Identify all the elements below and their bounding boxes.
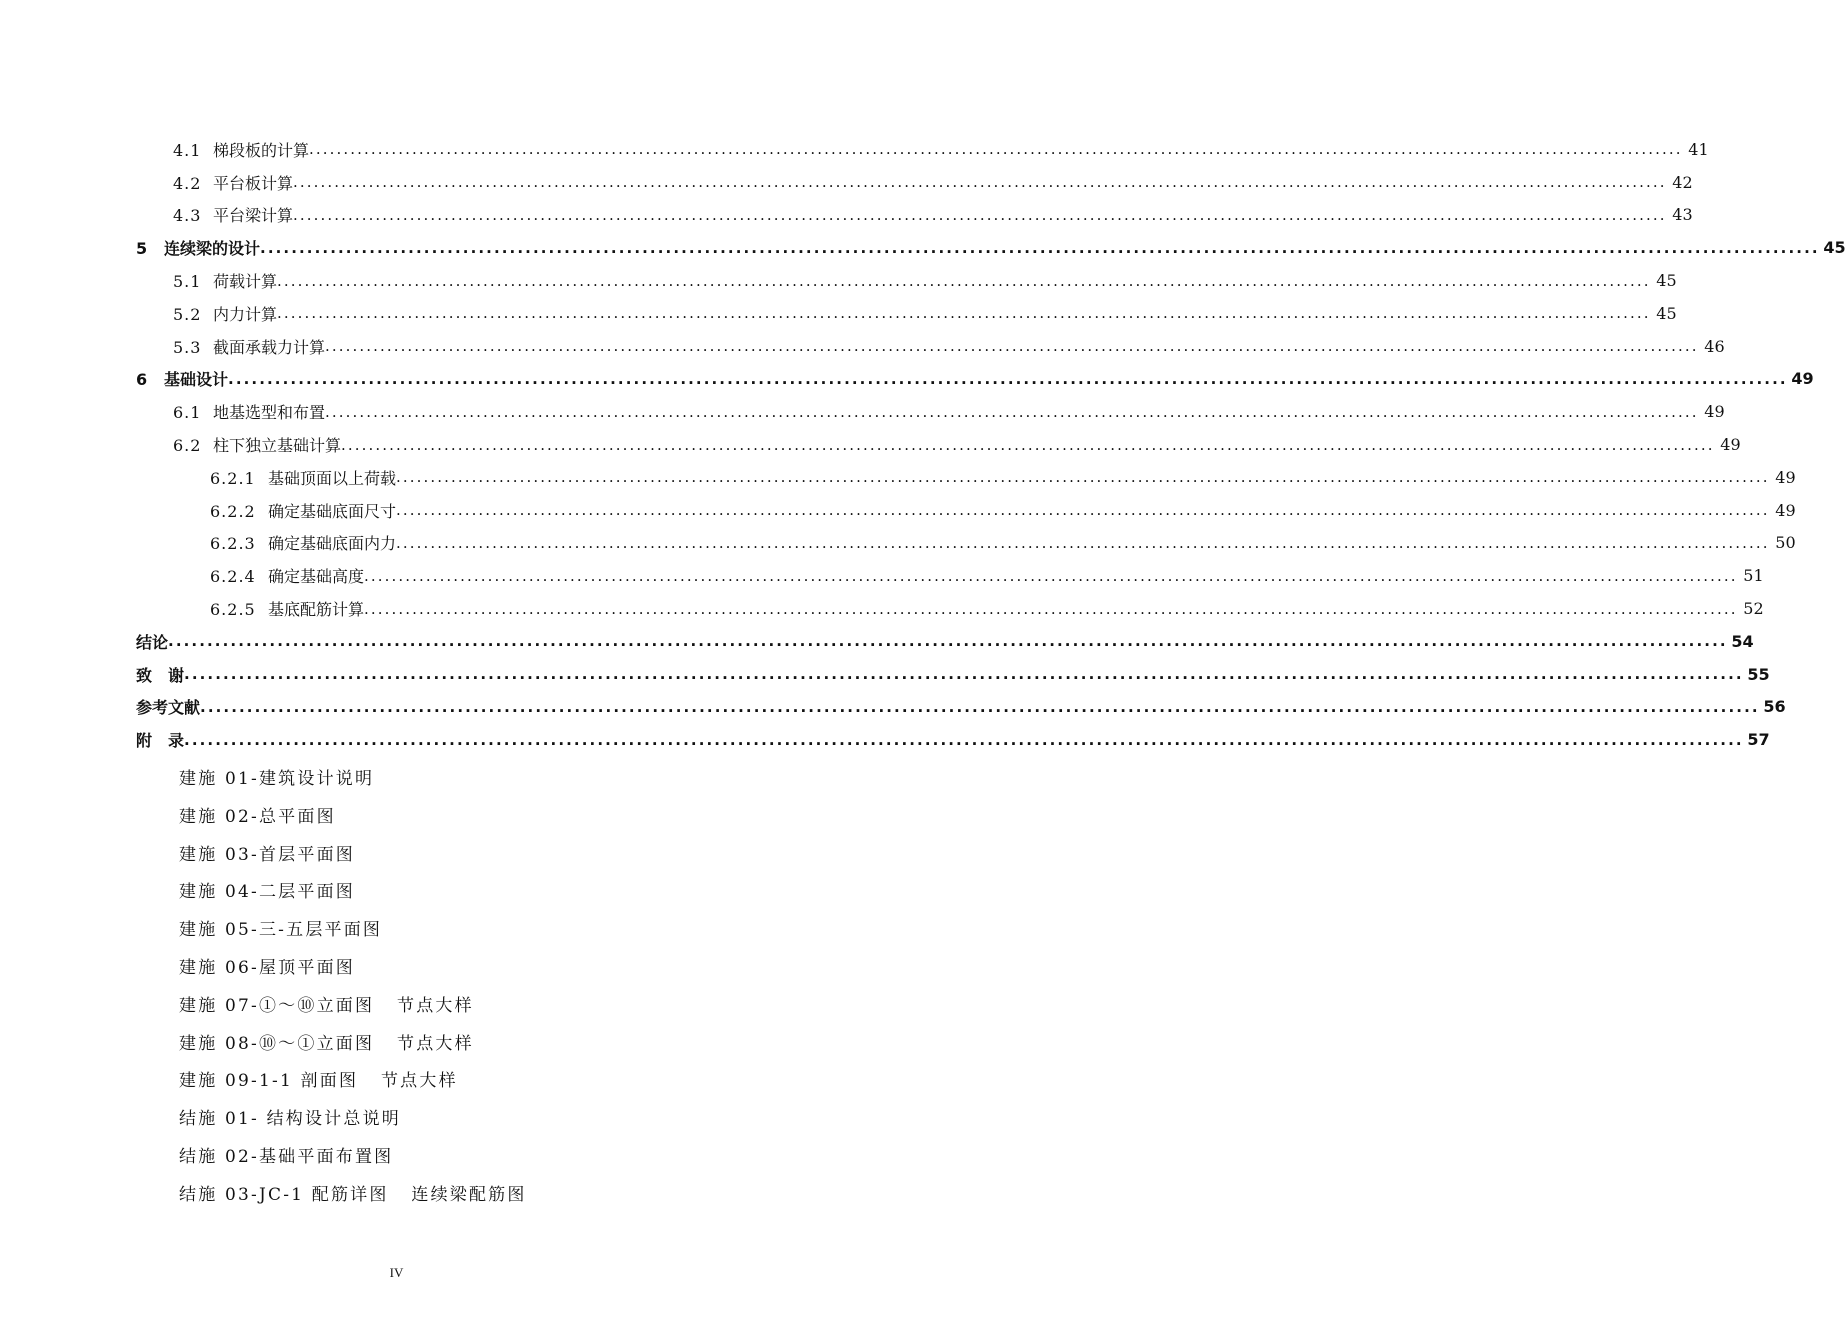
toc-entry-page: 45 bbox=[1823, 238, 1846, 258]
dot-leader: ........................................................................................................................................................................................................ bbox=[325, 337, 1699, 356]
toc-entry[interactable] bbox=[0, 527, 1796, 560]
toc-entry-title: 确定基础底面内力 bbox=[268, 534, 397, 554]
toc-entry[interactable] bbox=[0, 231, 1846, 264]
toc-entry[interactable] bbox=[0, 395, 1725, 428]
toc-entry-title: 平台梁计算 bbox=[213, 206, 294, 226]
toc-entry[interactable] bbox=[0, 461, 1796, 494]
toc-entry-title: 确定基础高度 bbox=[268, 567, 365, 587]
toc-entry-title: 柱下独立基础计算 bbox=[213, 436, 342, 456]
toc-entry-page: 51 bbox=[1743, 566, 1764, 586]
toc-entry-page: 45 bbox=[1656, 303, 1677, 323]
dot-leader: ........................................................................................................................................................................................................ bbox=[293, 205, 1667, 224]
toc-entry[interactable] bbox=[0, 625, 1754, 658]
toc-entry-page: 41 bbox=[1688, 139, 1709, 159]
toc-entry-page: 46 bbox=[1704, 336, 1725, 356]
toc-entry-label bbox=[173, 269, 277, 292]
toc-entry-number: 4.3 bbox=[173, 206, 202, 226]
toc-entry-number: 6.2.4 bbox=[210, 567, 256, 587]
toc-entry[interactable] bbox=[0, 199, 1693, 232]
toc-entry-label bbox=[210, 466, 396, 489]
toc-entry-title: 基础顶面以上荷载 bbox=[268, 468, 397, 488]
toc-entry-page: 54 bbox=[1731, 631, 1754, 651]
toc-entry-page: 43 bbox=[1672, 205, 1693, 225]
toc-entry-title: 确定基础底面尺寸 bbox=[268, 501, 397, 521]
toc-entry[interactable] bbox=[0, 166, 1693, 199]
appendix-item: 建施 02-总平面图 bbox=[179, 806, 336, 827]
toc-entry-title: 参考文献 bbox=[136, 698, 201, 718]
toc-entry-label bbox=[136, 236, 260, 259]
toc-entry-title: 内力计算 bbox=[213, 304, 278, 324]
appendix-list bbox=[179, 762, 527, 1216]
toc-entry-label bbox=[173, 302, 277, 325]
toc-entry-page: 50 bbox=[1775, 533, 1796, 553]
toc-entry-title: 连续梁的设计 bbox=[164, 239, 261, 259]
toc-entry-label bbox=[173, 171, 293, 194]
toc-entry-label bbox=[173, 433, 341, 456]
toc-entry-label bbox=[173, 203, 293, 226]
toc-entry-label bbox=[136, 663, 184, 686]
appendix-item: 建施 04-二层平面图 bbox=[179, 882, 355, 903]
toc-entry-number: 4.1 bbox=[173, 140, 202, 160]
dot-leader: ........................................................................................................................................................................................................ bbox=[228, 369, 1788, 388]
toc-entry[interactable] bbox=[0, 559, 1764, 592]
toc-entry[interactable] bbox=[0, 133, 1709, 166]
dot-leader: ........................................................................................................................................................................................................ bbox=[184, 665, 1744, 684]
toc-entry-label bbox=[136, 630, 168, 653]
toc-entry-number: 6.2.1 bbox=[210, 468, 256, 488]
dot-leader: ........................................................................................................................................................................................................ bbox=[325, 402, 1699, 421]
toc-entry-label bbox=[136, 367, 228, 390]
toc-entry-number: 6.2.3 bbox=[210, 534, 256, 554]
appendix-item: 结施 02-基础平面布置图 bbox=[179, 1146, 394, 1167]
toc-entry[interactable] bbox=[0, 723, 1770, 756]
page-number: IV bbox=[389, 1265, 404, 1280]
appendix-item: 建施 09-1-1 剖面图 节点大样 bbox=[179, 1071, 458, 1092]
toc-entry-label bbox=[210, 499, 396, 522]
toc-entry-number: 5 bbox=[136, 239, 148, 259]
dot-leader: ........................................................................................................................................................................................................ bbox=[200, 697, 1760, 716]
toc-entry-title: 基础设计 bbox=[164, 370, 229, 390]
toc-entry-label bbox=[210, 597, 364, 620]
toc-entry-page: 55 bbox=[1747, 664, 1770, 684]
toc-entry-label bbox=[210, 564, 364, 587]
appendix-item: 建施 08-⑩～①立面图 节点大样 bbox=[179, 1033, 474, 1054]
toc-entry-number: 6.2 bbox=[173, 436, 202, 456]
toc-entry-title: 荷载计算 bbox=[213, 272, 278, 292]
appendix-item: 建施 06-屋顶平面图 bbox=[179, 957, 355, 978]
toc-entry[interactable] bbox=[0, 297, 1677, 330]
toc-entry[interactable] bbox=[0, 264, 1677, 297]
toc-entry-title: 地基选型和布置 bbox=[213, 403, 326, 423]
dot-leader: ........................................................................................................................................................................................................ bbox=[168, 632, 1728, 651]
appendix-item: 建施 03-首层平面图 bbox=[179, 844, 355, 865]
toc-entry[interactable] bbox=[0, 428, 1741, 461]
toc-entry-page: 57 bbox=[1747, 730, 1770, 750]
dot-leader: ........................................................................................................................................................................................................ bbox=[277, 304, 1651, 323]
dot-leader: ........................................................................................................................................................................................................ bbox=[309, 140, 1683, 159]
toc-entry[interactable] bbox=[0, 691, 1786, 724]
dot-leader: ........................................................................................................................................................................................................ bbox=[396, 501, 1770, 520]
toc-entry-page: 49 bbox=[1775, 500, 1796, 520]
toc-entry-number: 6 bbox=[136, 370, 148, 390]
toc-entry-page: 45 bbox=[1656, 271, 1677, 291]
toc-entry[interactable] bbox=[0, 658, 1770, 691]
dot-leader: ........................................................................................................................................................................................................ bbox=[277, 271, 1651, 290]
toc-entry-title: 致 谢 bbox=[136, 665, 185, 685]
toc-entry-page: 49 bbox=[1704, 402, 1725, 422]
toc-entry-label bbox=[173, 138, 309, 161]
toc-entry-page: 42 bbox=[1672, 172, 1693, 192]
toc-entry-page: 52 bbox=[1743, 599, 1764, 619]
dot-leader: ........................................................................................................................................................................................................ bbox=[396, 468, 1770, 487]
dot-leader: ........................................................................................................................................................................................................ bbox=[184, 730, 1744, 749]
toc-entry-number: 4.2 bbox=[173, 173, 202, 193]
dot-leader: ........................................................................................................................................................................................................ bbox=[293, 173, 1667, 192]
appendix-item: 建施 05-三-五层平面图 bbox=[179, 920, 383, 941]
toc-entry-label bbox=[210, 531, 396, 554]
toc-entry-number: 6.2.5 bbox=[210, 600, 256, 620]
toc-entry-label bbox=[136, 728, 184, 751]
table-of-contents bbox=[0, 133, 1846, 756]
toc-entry[interactable] bbox=[0, 494, 1796, 527]
dot-leader: ........................................................................................................................................................................................................ bbox=[396, 533, 1770, 552]
toc-entry-number: 5.1 bbox=[173, 272, 202, 292]
appendix-item: 结施 03-JC-1 配筋详图 连续梁配筋图 bbox=[179, 1184, 527, 1205]
dot-leader: ........................................................................................................................................................................................................ bbox=[364, 566, 1738, 585]
toc-entry-page: 49 bbox=[1791, 369, 1814, 389]
toc-entry-number: 6.1 bbox=[173, 403, 202, 423]
toc-entry-title: 截面承载力计算 bbox=[213, 337, 326, 357]
appendix-item: 结施 01- 结构设计总说明 bbox=[179, 1109, 401, 1130]
appendix-item: 建施 07-①～⑩立面图 节点大样 bbox=[179, 995, 474, 1016]
toc-entry-title: 结论 bbox=[136, 632, 169, 652]
dot-leader: ........................................................................................................................................................................................................ bbox=[364, 599, 1738, 618]
dot-leader: ........................................................................................................................................................................................................ bbox=[260, 238, 1820, 257]
toc-entry-title: 平台板计算 bbox=[213, 173, 294, 193]
dot-leader: ........................................................................................................................................................................................................ bbox=[341, 435, 1715, 454]
toc-entry-number: 5.2 bbox=[173, 304, 202, 324]
toc-entry-number: 6.2.2 bbox=[210, 501, 256, 521]
toc-entry[interactable] bbox=[0, 363, 1814, 396]
toc-entry-label bbox=[173, 335, 325, 358]
toc-entry-label bbox=[136, 695, 200, 718]
toc-entry-number: 5.3 bbox=[173, 337, 202, 357]
appendix-item: 建施 01-建筑设计说明 bbox=[179, 769, 375, 789]
toc-entry-page: 56 bbox=[1763, 697, 1786, 717]
toc-entry-label bbox=[173, 400, 325, 423]
toc-entry-page: 49 bbox=[1720, 435, 1741, 455]
toc-entry-title: 基底配筋计算 bbox=[268, 600, 365, 620]
toc-entry-title: 梯段板的计算 bbox=[213, 140, 310, 160]
toc-entry[interactable] bbox=[0, 330, 1725, 363]
toc-entry-title: 附 录 bbox=[136, 731, 185, 751]
toc-entry[interactable] bbox=[0, 592, 1764, 625]
toc-entry-page: 49 bbox=[1775, 467, 1796, 487]
